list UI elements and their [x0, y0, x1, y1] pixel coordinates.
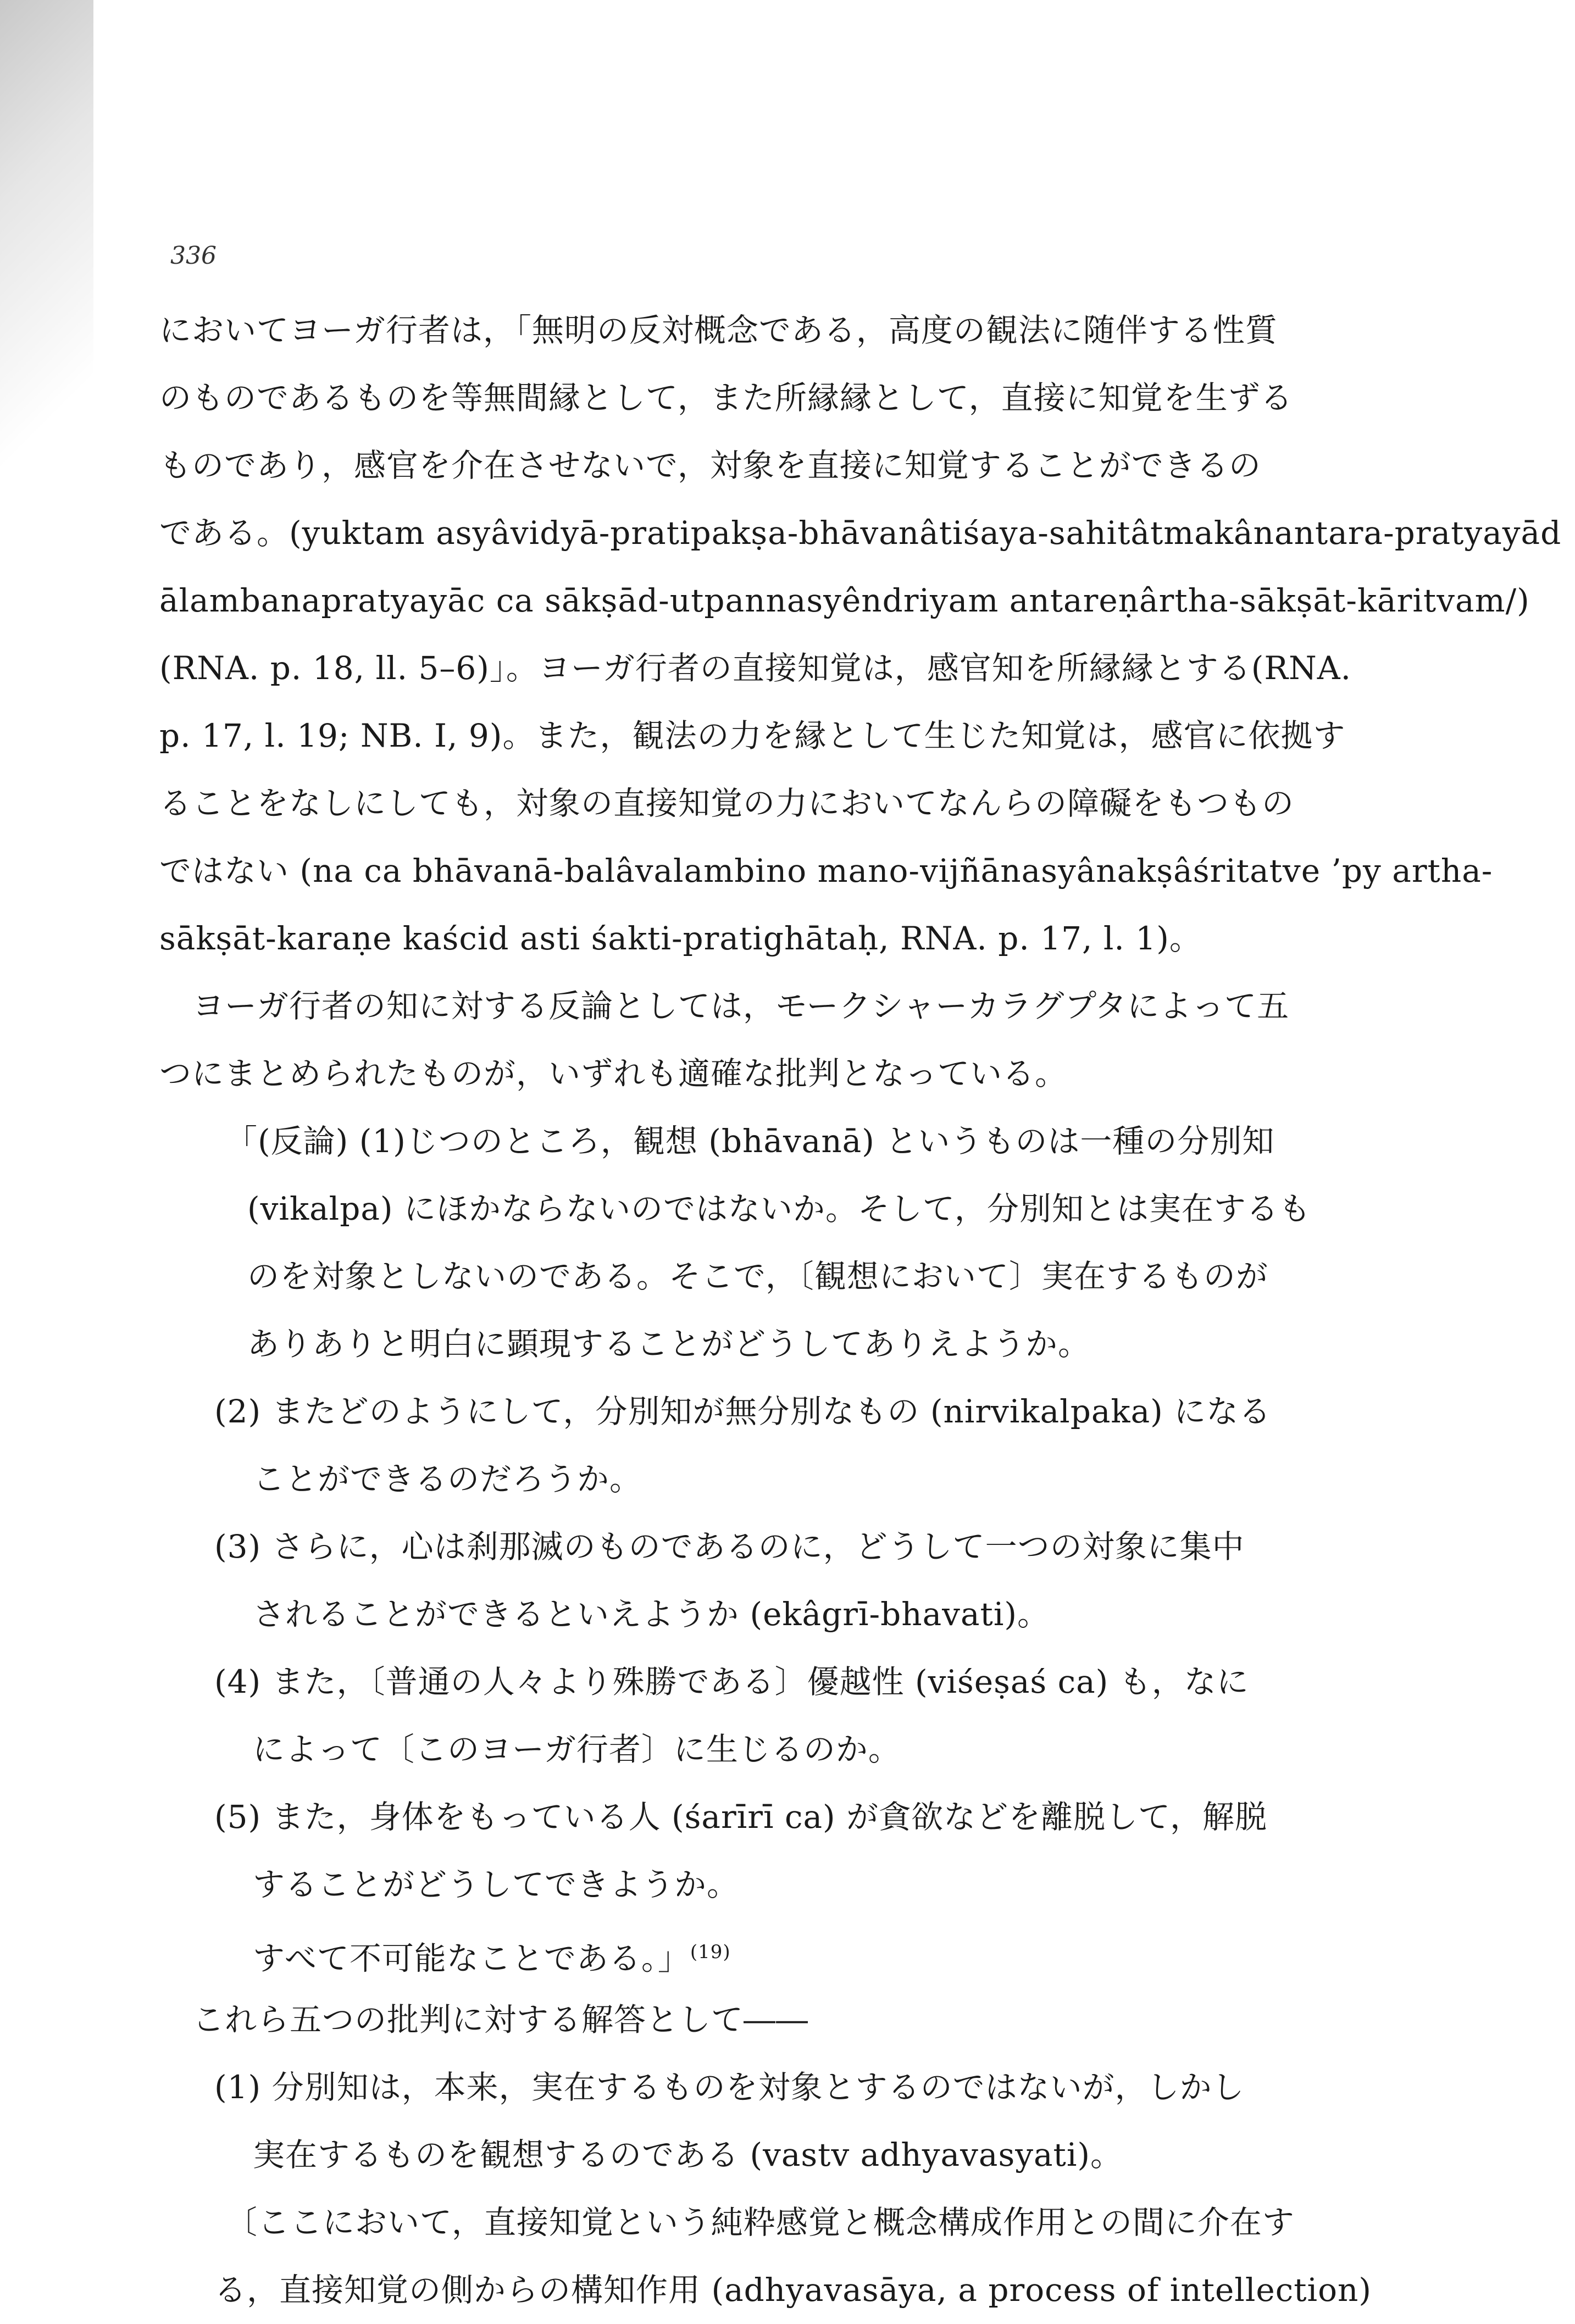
quote-close-line: すべて不可能なことである。」$^{(19)}$ [253, 1939, 731, 1977]
scan-shadow [0, 0, 93, 494]
text-line: ることをなしにしても，対象の直接知覚の力においてなんらの障礙をもつもの [159, 785, 1295, 822]
text-line: ものであり，感官を介在させないで，対象を直接に知覚することができるの [159, 447, 1261, 484]
text-line: sākṣāt-karaṇe kaścid asti śakti-pratighātaḥ, RNA. p. 17, l. 1)。 [159, 920, 1202, 957]
objection-line: (2) またどのようにして，分別知が無分別なもの (nirvikalpaka) になる [214, 1393, 1272, 1430]
quote-line: 「(反論) (1)じつのところ，観想 (bhāvanā) というものは一種の分別知 [225, 1122, 1275, 1160]
answer-line: 実在するものを観想するのである (vastv adhyavasyati)。 [253, 2136, 1123, 2173]
text-line: 〔ここにおいて，直接知覚という純粋感覚と概念構成作用との間に介在す [225, 2204, 1295, 2241]
text-line: ヨーガ行者の知に対する反論としては，モークシャーカラグプタによって五 [192, 987, 1290, 1025]
objection-line: (4) また，〔普通の人々より殊勝である〕優越性 (viśeṣaś ca) も，なに [214, 1663, 1249, 1700]
text-line: のものであるものを等無間縁として，また所縁縁として，直接に知覚を生ずる [159, 379, 1293, 416]
text-line: る，直接知覚の側からの構知作用 (adhyavasāya, a process of intellection) [214, 2271, 1372, 2309]
text-line: においてヨーガ行者は，「無明の反対概念である，高度の観法に随伴する性質 [159, 312, 1278, 349]
text-line: これら五つの批判に対する解答として―― [192, 2001, 809, 2038]
text-line: つにまとめられたものが，いずれも適確な批判となっている。 [159, 1055, 1068, 1092]
quote-line: のを対象としないのである。そこで，〔観想において〕実在するものが [247, 1258, 1268, 1295]
objection-line: (5) また，身体をもっている人 (śarīrī ca) が貪欲などを離脱して，解脱 [214, 1798, 1267, 1836]
objection-line: によって〔このヨーガ行者〕に生じるのか。 [253, 1731, 901, 1768]
objection-line: することがどうしてできようか。 [253, 1866, 740, 1903]
objection-line: (3) さらに，心は刹那滅のものであるのに，どうして一つの対象に集中 [214, 1528, 1245, 1565]
text-line: である。(yuktam asyâvidyā-pratipakṣa-bhāvanâtiśaya-sahitâtmakânantara-pratyayād [159, 514, 1562, 552]
text-line: ālambanapratyayāc ca sākṣād-utpannasyêndriyam antareṇârtha-sākṣāt-kāritvam/) [159, 582, 1530, 619]
page-body [159, 297, 1562, 2324]
text-line: (RNA. p. 18, ll. 5–6)」。ヨーガ行者の直接知覚は，感官知を所縁縁とする(RNA. [159, 649, 1352, 687]
text-line: ではない (na ca bhāvanā-balâvalambino mano-vijñānasyânakṣâśritatve ’py artha- [159, 852, 1493, 889]
footnote-ref: (19) [690, 1941, 731, 1963]
answer-line: (1) 分別知は，本来，実在するものを対象とするのではないが，しかし [214, 2069, 1245, 2106]
quote-line: (vikalpa) にほかならないのではないか。そして，分別知とは実在するも [247, 1190, 1311, 1227]
page-number: 336 [170, 242, 217, 270]
quote-line: ありありと明白に顕現することがどうしてありえようか。 [247, 1325, 1091, 1363]
text-line: p. 17, l. 19; NB. I, 9)。また，観法の力を縁として生じた知覚は，感官に依拠す [159, 717, 1346, 754]
objection-line: されることができるといえようか (ekâgrī-bhavati)。 [253, 1595, 1050, 1633]
objection-line: ことができるのだろうか。 [253, 1460, 642, 1498]
